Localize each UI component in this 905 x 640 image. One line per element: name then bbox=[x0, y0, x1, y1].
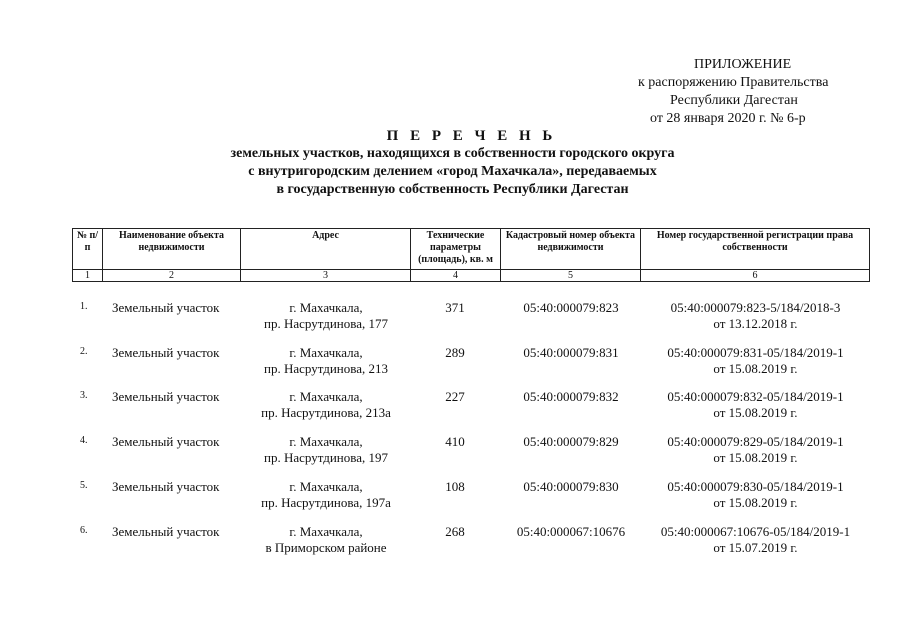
registration-number: 05:40:000067:10676-05/184/2019-1 bbox=[660, 524, 851, 539]
registration-date: от 15.08.2019 г. bbox=[713, 405, 798, 420]
column-number: 6 bbox=[641, 270, 870, 282]
table-header bbox=[72, 228, 870, 282]
object-name: Земельный участок bbox=[112, 300, 220, 315]
table-row bbox=[72, 389, 869, 425]
area: 268 bbox=[445, 524, 465, 539]
header-address: Адрес bbox=[241, 229, 411, 270]
column-number: 1 bbox=[73, 270, 103, 282]
address-street: пр. Насрутдинова, 197а bbox=[261, 495, 391, 510]
address-city: г. Махачкала, bbox=[289, 300, 363, 315]
cadastral-number: 05:40:000079:829 bbox=[523, 434, 619, 449]
registration-number: 05:40:000079:831-05/184/2019-1 bbox=[667, 345, 844, 360]
registration-date: от 13.12.2018 г. bbox=[713, 316, 798, 331]
object-name: Земельный участок bbox=[112, 345, 220, 360]
row-number: 4. bbox=[80, 435, 88, 446]
address-street: пр. Насрутдинова, 213а bbox=[261, 405, 391, 420]
address-city: г. Махачкала, bbox=[289, 479, 363, 494]
header-name: Наименование объекта недвижимости bbox=[103, 229, 241, 270]
registration-date: от 15.08.2019 г. bbox=[713, 361, 798, 376]
appendix-date: от 28 января 2020 г. № 6-р bbox=[650, 111, 806, 126]
registration-date: от 15.08.2019 г. bbox=[713, 495, 798, 510]
column-number: 4 bbox=[411, 270, 501, 282]
appendix-title: ПРИЛОЖЕНИЕ bbox=[694, 57, 792, 72]
table-row bbox=[72, 300, 869, 336]
cadastral-number: 05:40:000079:832 bbox=[523, 389, 619, 404]
table-row bbox=[72, 479, 869, 515]
registration bbox=[642, 434, 869, 466]
column-number: 5 bbox=[501, 270, 641, 282]
object-name: Земельный участок bbox=[112, 524, 220, 539]
cadastral-number: 05:40:000067:10676 bbox=[516, 524, 626, 539]
address-city: г. Махачкала, bbox=[289, 345, 363, 360]
appendix-block bbox=[560, 56, 900, 128]
registration-number: 05:40:000079:829-05/184/2019-1 bbox=[667, 434, 844, 449]
object-name: Земельный участок bbox=[112, 479, 220, 494]
header-area: Технические параметры (площадь), кв. м bbox=[411, 229, 501, 270]
address bbox=[242, 479, 410, 511]
title-main: П Е Р Е Ч Е Н Ь bbox=[386, 128, 557, 144]
registration bbox=[642, 524, 869, 556]
address bbox=[242, 434, 410, 466]
address bbox=[242, 300, 410, 332]
area: 227 bbox=[445, 389, 465, 404]
registration bbox=[642, 300, 869, 332]
row-number: 2. bbox=[80, 346, 88, 357]
registration bbox=[642, 389, 869, 421]
title-line: с внутригородским делением «город Махачкала», передаваемых bbox=[248, 164, 657, 179]
address bbox=[242, 524, 410, 556]
cadastral-number: 05:40:000079:823 bbox=[523, 300, 619, 315]
area: 371 bbox=[445, 300, 465, 315]
registration-date: от 15.08.2019 г. bbox=[713, 450, 798, 465]
address-street: пр. Насрутдинова, 197 bbox=[264, 450, 388, 465]
address-city: г. Махачкала, bbox=[289, 524, 363, 539]
address-street: в Приморском районе bbox=[265, 540, 387, 555]
registration-number: 05:40:000079:832-05/184/2019-1 bbox=[667, 389, 844, 404]
appendix-line: к распоряжению Правительства bbox=[638, 75, 829, 90]
registration-number: 05:40:000079:830-05/184/2019-1 bbox=[667, 479, 844, 494]
row-number: 1. bbox=[80, 301, 88, 312]
address-street: пр. Насрутдинова, 213 bbox=[264, 361, 388, 376]
address-street: пр. Насрутдинова, 177 bbox=[264, 316, 388, 331]
title-subtitle bbox=[0, 145, 905, 199]
column-number: 2 bbox=[103, 270, 241, 282]
address-city: г. Махачкала, bbox=[289, 434, 363, 449]
document-title bbox=[0, 127, 905, 199]
cadastral-number: 05:40:000079:831 bbox=[523, 345, 619, 360]
appendix-line: Республики Дагестан bbox=[670, 93, 798, 108]
registration bbox=[642, 345, 869, 377]
object-name: Земельный участок bbox=[112, 389, 220, 404]
header-cadastral: Кадастровый номер объекта недвижимости bbox=[501, 229, 641, 270]
area: 410 bbox=[445, 434, 465, 449]
column-number: 3 bbox=[241, 270, 411, 282]
address bbox=[242, 345, 410, 377]
registration-number: 05:40:000079:823-5/184/2018-3 bbox=[670, 300, 841, 315]
address-city: г. Махачкала, bbox=[289, 389, 363, 404]
area: 108 bbox=[445, 479, 465, 494]
object-name: Земельный участок bbox=[112, 434, 220, 449]
registration bbox=[642, 479, 869, 511]
registration-date: от 15.07.2019 г. bbox=[713, 540, 798, 555]
title-line: в государственную собственность Республики Дагестан bbox=[276, 182, 629, 197]
row-number: 3. bbox=[80, 390, 88, 401]
row-number: 5. bbox=[80, 480, 88, 491]
area: 289 bbox=[445, 345, 465, 360]
cadastral-number: 05:40:000079:830 bbox=[523, 479, 619, 494]
address bbox=[242, 389, 410, 421]
row-number: 6. bbox=[80, 525, 88, 536]
title-line: земельных участков, находящихся в собственности городского округа bbox=[230, 146, 675, 161]
header-registration: Номер государственной регистрации права собственности bbox=[641, 229, 870, 270]
table-row bbox=[72, 524, 869, 560]
table-row bbox=[72, 345, 869, 381]
table-row bbox=[72, 434, 869, 470]
header-num: № п/п bbox=[73, 229, 103, 270]
